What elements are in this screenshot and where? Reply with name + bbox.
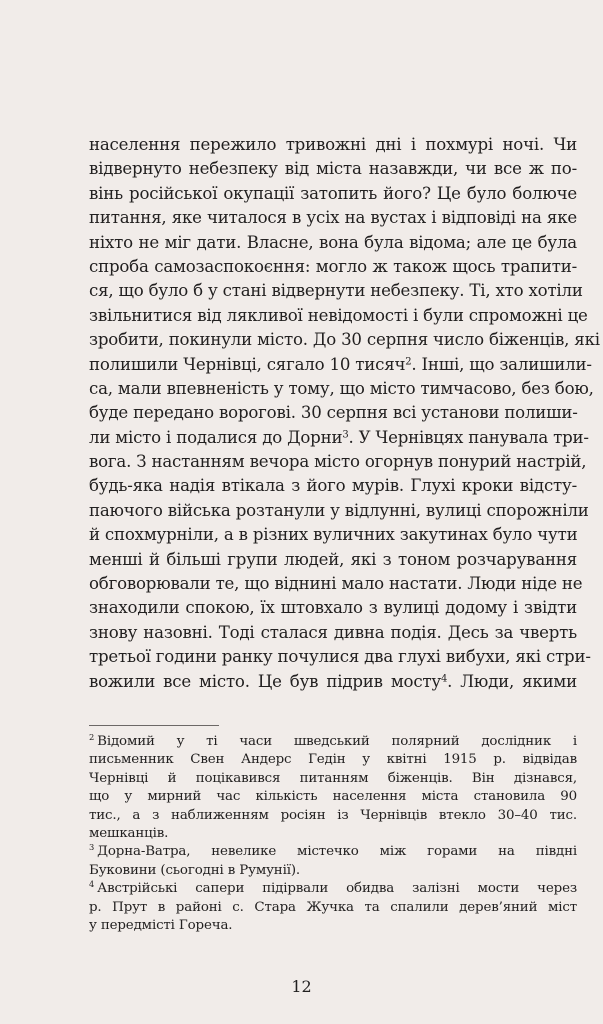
footnote-2 [89,733,577,843]
footnote-reference[interactable]: 4 [440,673,448,685]
footnote-line: у передмісті Гореча. [89,917,233,933]
text-line: відвернуто небезпеку від міста назавжди, чи все ж по- [89,159,577,179]
body-text [89,133,600,694]
footnote-divider [89,725,219,726]
footnote-line: р. Прут в районі с. Стара Жучка та спалили дерев’яний міст [89,899,577,915]
text-segment: вожили все місто. Це був підрив мосту [89,671,441,691]
text-line: третьої години ранку почулися два глухі вибухи, які стри- [89,647,591,667]
footnote-mark: 4 [89,879,95,890]
footnote-3 [89,843,577,880]
footnote-line: письменник Свен Андерс Гедін у квітні 1915 р. відвідав [89,752,577,768]
footnote-text: Австрійські сапери підірвали обидва залізні мости через [97,881,577,897]
footnote-text: Відомий у ті часи шведський полярний дослідник і [97,734,577,749]
footnote-text: Дорна-Ватра, невелике містечко між горами на півдні [97,844,577,860]
text-line: ніхто не міг дати. Власне, вона була відома; але це була [89,232,577,252]
text-line: населення пережило тривожні дні і похмурі ночі. Чи [89,135,577,154]
footnote-line [89,880,577,898]
text-line: буде передано ворогові. 30 серпня всі установи полиши- [89,403,578,423]
text-line: будь-яка надія втікала з його мурів. Глухі кроки відсту- [89,476,577,496]
footnote-line: Чернівці й поцікавився питанням біженців. Він дізнався, [89,770,577,786]
footnote-line: мешканців. [89,825,169,841]
text-line [89,353,592,377]
footnote-mark: 3 [89,842,95,853]
text-line [89,426,589,450]
footnote-line [89,843,577,861]
text-line: обговорювали те, що віднині мало настати. Люди ніде не [89,574,583,594]
footnote-line: тис., а з наближенням росіян із Чернівців втекло 30–40 тис. [89,807,577,823]
text-line: зробити, покинули місто. До 30 серпня число біженців, які [89,330,600,350]
text-line: вога. З настанням вечора місто огорнув понурий настрій, [89,452,587,472]
footnote-reference[interactable]: 3 [342,429,349,441]
text-line [89,670,577,694]
text-line: ся, що було б у стані відвернути небезпеку. Ті, хто хотіли [89,281,583,301]
text-segment: . У Чернівцях панувала три- [348,427,589,447]
text-segment: ли місто і подалися до Дорни [89,427,343,447]
text-line: звільнитися від лякливої невідомості і були спроможні це [89,305,588,325]
text-line: менші й більші групи людей, які з тоном розчарування [89,549,577,569]
text-segment: . Люди, якими [447,671,577,691]
text-line: спроба самозаспокоєння: могло ж також щось трапити- [89,256,577,276]
page-number: 12 [291,977,312,996]
footnotes-section [89,733,577,935]
footnote-line: Буковини (сьогодні в Румунії). [89,862,301,878]
text-line: вінь російської окупації затопить його? Це було болюче [89,183,577,203]
footnote-4 [89,880,577,935]
text-line: са, мали впевненість у тому, що місто тимчасово, без бою, [89,378,594,398]
footnote-mark: 2 [89,732,95,743]
text-line: знову назовні. Тоді сталася дивна подія. Десь за чверть [89,622,577,642]
footnote-line [89,733,577,751]
text-segment: . Інші, що залишили- [411,354,592,374]
text-line: питання, яке читалося в усіх на вустах і відповіді на яке [89,208,577,228]
text-segment: полишили Чернівці, сягало 10 тисяч [89,354,406,374]
text-line: й спохмурніли, а в різних вуличних закутинах було чути [89,525,578,545]
footnote-line: що у мирний час кількість населення міста становила 90 [89,789,577,805]
footnote-reference[interactable]: 2 [405,356,412,368]
text-line: знаходили спокою, їх штовхало з вулиці додому і звідти [89,598,577,618]
text-line: паючого війська розтанули у відлунні, вулиці спорожніли [89,500,589,520]
